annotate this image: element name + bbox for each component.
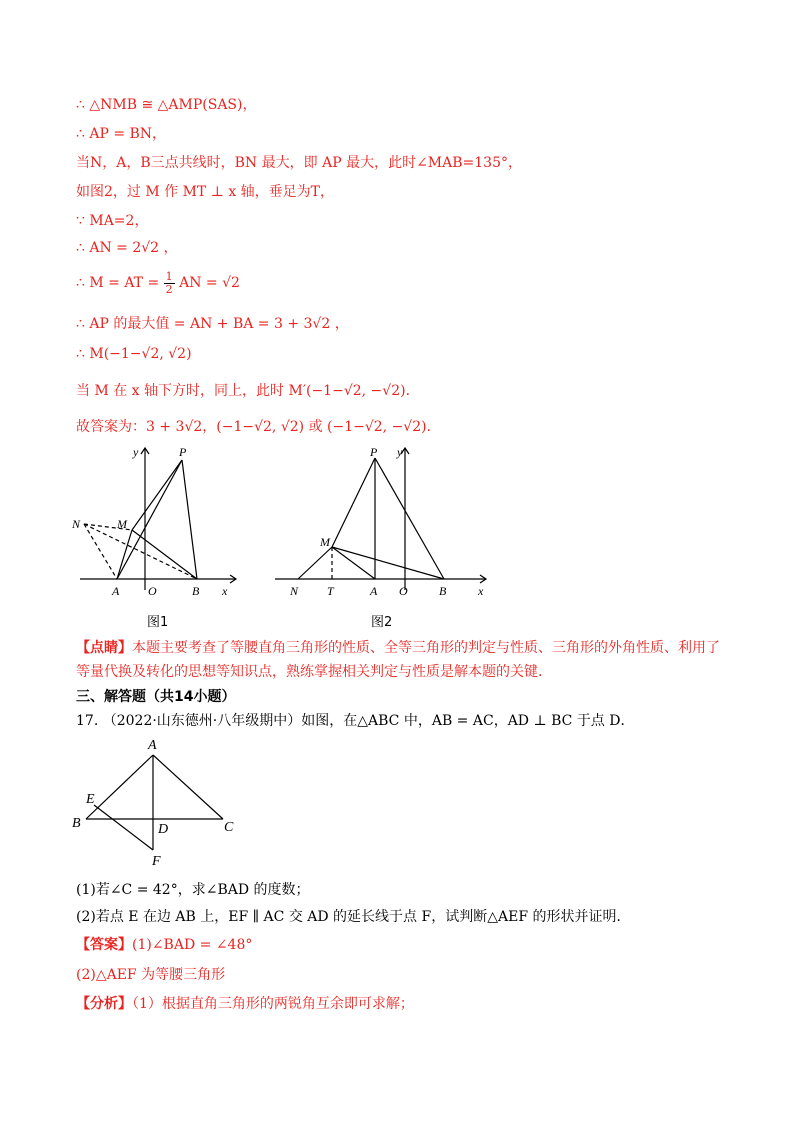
solution-line-7-right: AN = √2	[179, 275, 240, 291]
fig1-segment-MB	[132, 530, 197, 579]
figure-3	[68, 735, 248, 870]
problem-source: （2022·山东德州·八年级期中）	[102, 713, 302, 729]
figure-1-caption: 图1	[147, 615, 169, 630]
fig1-label-P: P	[179, 445, 187, 459]
fig3-label-B: B	[72, 816, 81, 831]
solution-line-5: ∵ MA=2，	[76, 213, 149, 229]
fig3-label-C: C	[224, 820, 234, 835]
analysis-text: （1）根据直角三角形的两锐角互余即可求解；	[132, 996, 414, 1012]
solution-line-4: 如图2，过 M 作 MT ⊥ x 轴，垂足为T，	[76, 184, 335, 200]
answer-line-2: (2)△AEF 为等腰三角形	[76, 967, 226, 983]
solution-line-7-left: ∴ M = AT =	[76, 275, 160, 291]
figure-1	[70, 440, 250, 600]
fig3-segment-BA	[86, 755, 153, 819]
fig1-label-N: N	[72, 517, 81, 531]
fig1-label-A: A	[112, 584, 120, 598]
analysis-tag: 【分析】	[76, 996, 132, 1012]
fig1-dashed-NA	[84, 524, 117, 579]
fig2-segment-PB	[375, 458, 444, 579]
fig1-label-O: O	[148, 584, 157, 598]
figure-2-caption: 图2	[371, 615, 393, 630]
fig2-segment-MA	[332, 547, 375, 579]
solution-line-7	[76, 268, 240, 298]
solution-line-11: 故答案为：3 + 3√2，(−1−√2, √2) 或 (−1−√2, −√2)．	[76, 419, 441, 435]
fig1-label-y: y	[133, 445, 139, 459]
fig2-label-y: y	[397, 445, 403, 459]
fig1-segment-MP	[132, 460, 182, 530]
solution-line-8: ∴ AP 的最大值 = AN + BA = 3 + 3√2 ，	[76, 316, 349, 332]
solution-line-1: ∴ △NMB ≅ △AMP(SAS)，	[76, 97, 257, 113]
comment-text-1: 本题主要考查了等腰直角三角形的性质、全等三角形的判定与性质、三角形的外角性质、利用了	[132, 640, 720, 656]
answer-tag: 【答案】	[76, 937, 132, 953]
problem-text: 如图，在△ABC 中，AB = AC，AD ⊥ BC 于点 D．	[301, 713, 635, 729]
fig3-segment-AC	[153, 755, 223, 819]
problem-number: 17.	[76, 713, 99, 729]
fig2-label-O: O	[399, 584, 408, 598]
fig2-label-P: P	[370, 445, 378, 459]
solution-line-10: 当 M 在 x 轴下方时，同上，此时 M′(−1−√2, −√2)．	[76, 383, 420, 399]
solution-line-3: 当N，A，B三点共线时，BN 最大，即 AP 最大，此时∠MAB=135°，	[76, 155, 522, 171]
question-1: (1)若∠C = 42°，求∠BAD 的度数；	[76, 882, 310, 898]
fig3-label-E: E	[86, 792, 95, 807]
fraction-denominator: 2	[165, 282, 173, 296]
problem-17-stem	[76, 711, 634, 731]
section-heading: 三、解答题（共14小题）	[76, 689, 236, 705]
answer-1: (1)∠BAD = ∠48°	[132, 937, 253, 953]
fig1-segment-PB	[182, 460, 197, 579]
solution-line-2: ∴ AP = BN，	[76, 126, 167, 142]
fig2-segment-MB	[332, 547, 444, 579]
fig2-segment-NM	[298, 547, 332, 579]
question-2: (2)若点 E 在边 AB 上，EF ∥ AC 交 AD 的延长线于点 F，试判断△AEF 的形状并证明．	[76, 909, 631, 925]
fig2-label-M: M	[320, 535, 330, 549]
fraction-one-half	[164, 271, 175, 296]
fig2-label-B: B	[439, 584, 447, 598]
fig2-segment-MP	[332, 458, 375, 547]
analysis-line	[76, 994, 414, 1014]
comment-line-2: 等量代换及转化的思想等知识点，熟练掌握相关判定与性质是解本题的关键．	[76, 664, 552, 680]
fig1-label-B: B	[192, 584, 200, 598]
fig1-dashed-NB	[84, 524, 197, 579]
fig1-label-x: x	[222, 584, 228, 598]
fig2-label-x: x	[478, 584, 484, 598]
fig3-segment-EF	[94, 805, 153, 850]
fig3-label-A: A	[148, 738, 157, 753]
fig3-label-F: F	[152, 854, 161, 869]
comment-tag: 【点睛】	[76, 640, 132, 656]
fig1-label-M: M	[117, 517, 127, 531]
solution-line-9: ∴ M(−1−√2, √2)	[76, 346, 192, 362]
solution-line-6: ∴ AN = 2√2 ，	[76, 240, 178, 256]
fig2-label-A: A	[370, 584, 378, 598]
answer-line-1	[76, 935, 252, 955]
fraction-numerator: 1	[165, 269, 173, 283]
fig2-label-N: N	[290, 584, 299, 598]
fig3-label-D: D	[158, 822, 169, 837]
fig2-label-T: T	[327, 584, 334, 598]
comment-line-1	[76, 638, 720, 658]
figure-2	[270, 440, 500, 600]
